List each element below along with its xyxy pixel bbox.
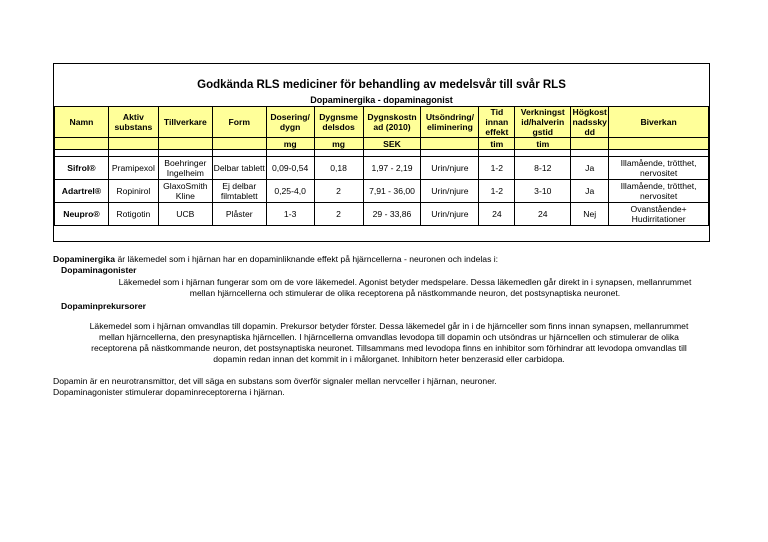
empty-cell <box>363 150 421 157</box>
empty-cell <box>266 150 314 157</box>
empty-cell <box>515 150 571 157</box>
unit-cell <box>108 138 158 150</box>
table-cell: 0,25-4,0 <box>266 180 314 203</box>
unit-cell <box>571 138 609 150</box>
empty-cell <box>421 150 479 157</box>
table-cell: Ropinirol <box>108 180 158 203</box>
table-cell: Delbar tablett <box>212 157 266 180</box>
footer-line-1: Dopamin är en neurotransmittor, det vill säga en substans som överför signaler mellan nervceller i hjärnan, neuroner. <box>53 376 497 386</box>
empty-cell <box>212 150 266 157</box>
table-cell: Pramipexol <box>108 157 158 180</box>
footer-line-2: Dopaminagonister stimulerar dopaminreceptorerna i hjärnan. <box>53 387 285 397</box>
column-header: Form <box>212 107 266 138</box>
table-cell: GlaxoSmith Kline <box>158 180 212 203</box>
table-cell: Urin/njure <box>421 180 479 203</box>
agonister-heading: Dopaminagonister <box>61 265 137 275</box>
prekursorer-heading: Dopaminprekursorer <box>61 301 147 311</box>
unit-cell <box>212 138 266 150</box>
column-header: Tid innan effekt <box>479 107 515 138</box>
unit-cell <box>55 138 109 150</box>
dopaminergika-text: är läkemedel som i hjärnan har en dopaminliknande effekt på hjärncellerna - neuronen och indelas i: <box>115 254 499 264</box>
unit-cell: SEK <box>363 138 421 150</box>
unit-cell <box>609 138 709 150</box>
table-cell: 0,09-0,54 <box>266 157 314 180</box>
empty-cell <box>108 150 158 157</box>
drug-name-cell: Neupro® <box>55 203 109 226</box>
drug-name-cell: Adartrel® <box>55 180 109 203</box>
table-cell: Ja <box>571 157 609 180</box>
empty-cell <box>571 150 609 157</box>
table-cell: 3-10 <box>515 180 571 203</box>
prekursorer-text: Läkemedel som i hjärnan omvandlas till dopamin. Prekursor betyder förstег. Dessa läkemedel går in i de hjärnceller som finns innan synapsen, mellanrummet mellan hjärncellerna, den presynaptiska hjärncellen. I hjärncellerna omvandlas levodopa till dopamin och utsöndras ur hjärncellen och stimulerar de olika receptorena på nästkommande neuron, det postsynaptiska neuronet. Tillsammans med levodopa finns en inhibitor som förhindrar att levodopa omvandlas till dopamin redan innan det kommit in i målorganet. Inhibitorn heter benzerasid eller carbidopa. <box>89 321 689 364</box>
empty-cell <box>55 150 109 157</box>
medication-table <box>54 106 709 226</box>
table-cell: Urin/njure <box>421 203 479 226</box>
table-cell: 7,91 - 36,00 <box>363 180 421 203</box>
unit-row <box>55 138 709 150</box>
table-row <box>55 180 709 203</box>
empty-cell <box>609 150 709 157</box>
table-cell: 2 <box>314 180 363 203</box>
table-cell: Illamående, trötthet, nervositet <box>609 180 709 203</box>
table-cell: 2 <box>314 203 363 226</box>
column-header: Dosering/ dygn <box>266 107 314 138</box>
table-cell: 1-3 <box>266 203 314 226</box>
table-cell: Ej delbar filmtablett <box>212 180 266 203</box>
unit-cell: mg <box>314 138 363 150</box>
table-row <box>55 203 709 226</box>
medication-table-frame <box>53 63 710 242</box>
table-cell: Plåster <box>212 203 266 226</box>
empty-cell <box>479 150 515 157</box>
table-cell: Ovanstående+ Hudirritationer <box>609 203 709 226</box>
table-cell: Ja <box>571 180 609 203</box>
empty-cell <box>158 150 212 157</box>
column-header: Aktiv substans <box>108 107 158 138</box>
table-cell: UCB <box>158 203 212 226</box>
table-cell: Urin/njure <box>421 157 479 180</box>
drug-name-cell: Sifrol® <box>55 157 109 180</box>
table-cell: Nej <box>571 203 609 226</box>
table-cell: 0,18 <box>314 157 363 180</box>
column-header: Biverkan <box>609 107 709 138</box>
column-header: Utsöndring/ eliminering <box>421 107 479 138</box>
table-cell: Rotigotin <box>108 203 158 226</box>
table-title: Godkända RLS mediciner för behandling av medelsvår till svår RLS <box>197 79 566 91</box>
unit-cell: mg <box>266 138 314 150</box>
dopaminergika-term: Dopaminergika <box>53 254 116 264</box>
unit-cell <box>421 138 479 150</box>
table-row <box>55 157 709 180</box>
column-header: Dygnskostn ad (2010) <box>363 107 421 138</box>
column-header: Namn <box>55 107 109 138</box>
table-cell: 1-2 <box>479 157 515 180</box>
unit-cell: tim <box>479 138 515 150</box>
unit-cell <box>158 138 212 150</box>
spacer-row <box>55 150 709 157</box>
table-subtitle: Dopaminergika - dopaminagonist <box>310 95 453 105</box>
table-cell: 1-2 <box>479 180 515 203</box>
table-cell: 24 <box>479 203 515 226</box>
column-header: Högkost nadssky dd <box>572 107 607 137</box>
header-row <box>55 107 709 138</box>
agonister-text: Läkemedel som i hjärnan fungerar som om de vore läkemedel. Agonist betyder medspelare. Dessa läkemedlen går direkt in i synapsen, mellanrummet mellan hjärncellerna och stimulerar de olika receptorena på nästkommande neuron, det postsynaptiska neuronet. <box>118 277 692 298</box>
table-cell: 1,97 - 2,19 <box>363 157 421 180</box>
dopaminergika-definition <box>53 254 733 265</box>
table-cell: 24 <box>515 203 571 226</box>
column-header: Dygnsme delsdos <box>314 107 363 138</box>
column-header: Verkningst id/halverin gstid <box>515 107 571 138</box>
column-header: Tillverkare <box>158 107 212 138</box>
table-cell: 29 - 33,86 <box>363 203 421 226</box>
table-cell: Illamående, trötthet, nervositet <box>609 157 709 180</box>
table-cell: 8-12 <box>515 157 571 180</box>
table-cell: Boehringer Ingelheim <box>158 157 212 180</box>
unit-cell: tim <box>515 138 571 150</box>
empty-cell <box>314 150 363 157</box>
